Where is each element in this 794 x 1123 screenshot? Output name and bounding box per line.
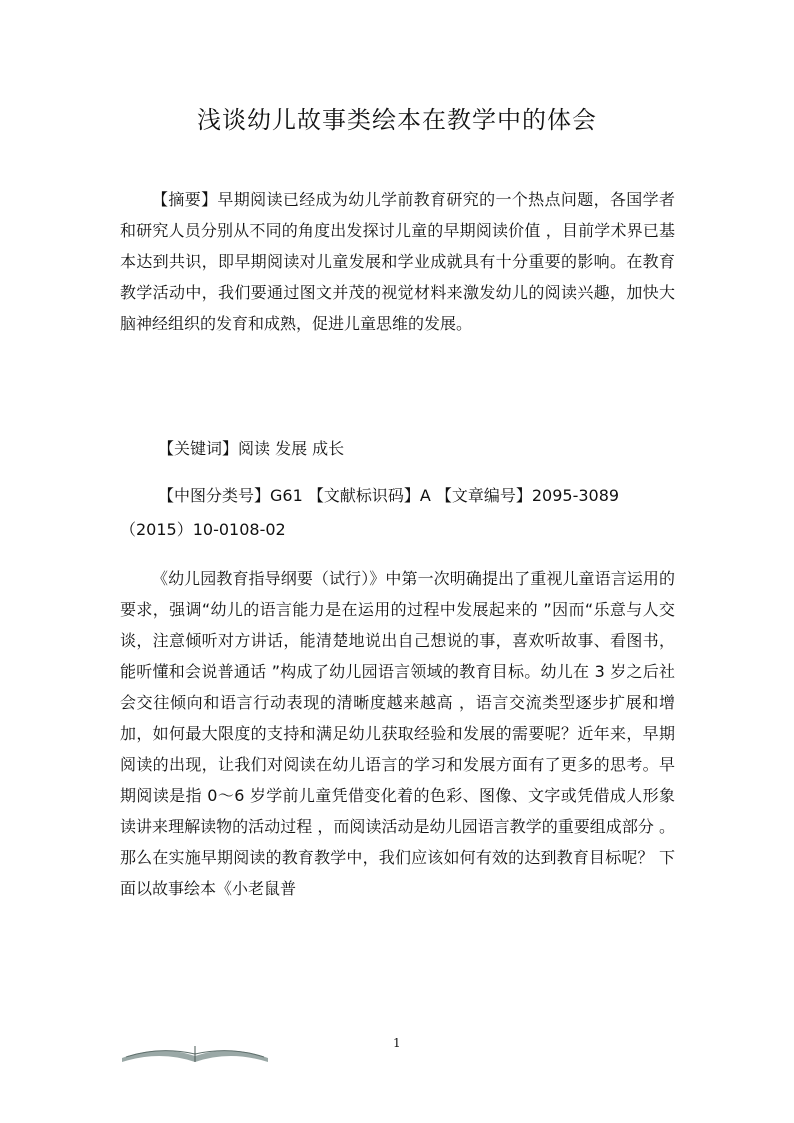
page-title: 浅谈幼儿故事类绘本在教学中的体会: [197, 106, 597, 134]
classification-line: 【中图分类号】G61 【文献标识码】A 【文章编号】2095-3089: [158, 486, 620, 505]
abstract-paragraph: 【摘要】早期阅读已经成为幼儿学前教育研究的一个热点问题，各国学者和研究人员分别从不同的角度出发探讨儿童的早期阅读价值 ，目前学术界已基本达到共识，即早期阅读对儿童发展和学业成就具有十分重要的影响。在教育教学活动中，我们要通过图文并茂的视觉材料来激发幼儿的阅读兴趣，加快大脑神经组织的发育和成熟，促进儿童思维的发展。: [120, 190, 675, 333]
keywords-line: 【关键词】阅读 发展 成长: [158, 439, 345, 458]
body-paragraph: 《幼儿园教育指导纲要（试行）》中第一次明确提出了重视儿童语言运用的要求，强调“幼儿的语言能力是在运用的过程中发展起来的 ”因而“乐意与人交谈，注意倾听对方讲话，能清楚地说出自己想说的事，喜欢听故事、看图书，能听懂和会说普通话 ”构成了幼儿园语言领域的教育目标。幼儿在 3 岁之后社会交往倾向和语言行动表现的清晰度越来越高 ，语言交流类型逐步扩展和增加，如何最大限度的支持和满足幼儿获取经验和发展的需要呢？近年来，早期阅读的出现，让我们对阅读在幼儿语言的学习和发展方面有了更多的思考。早期阅读是指 0～6 岁学前儿童凭借变化着的色彩、图像、文字或凭借成人形象读讲来理解读物的活动过程 ，而阅读活动是幼儿园语言教学的重要组成部分 。那么在实施早期阅读的教育教学中，我们应该如何有效的达到教育目标呢？ 下面以故事绘本《小老鼠普: [120, 569, 675, 898]
page-number: 1: [393, 1036, 401, 1050]
article-number-line: （2015）10-0108-02: [120, 520, 286, 539]
open-book-icon: [120, 1040, 270, 1064]
